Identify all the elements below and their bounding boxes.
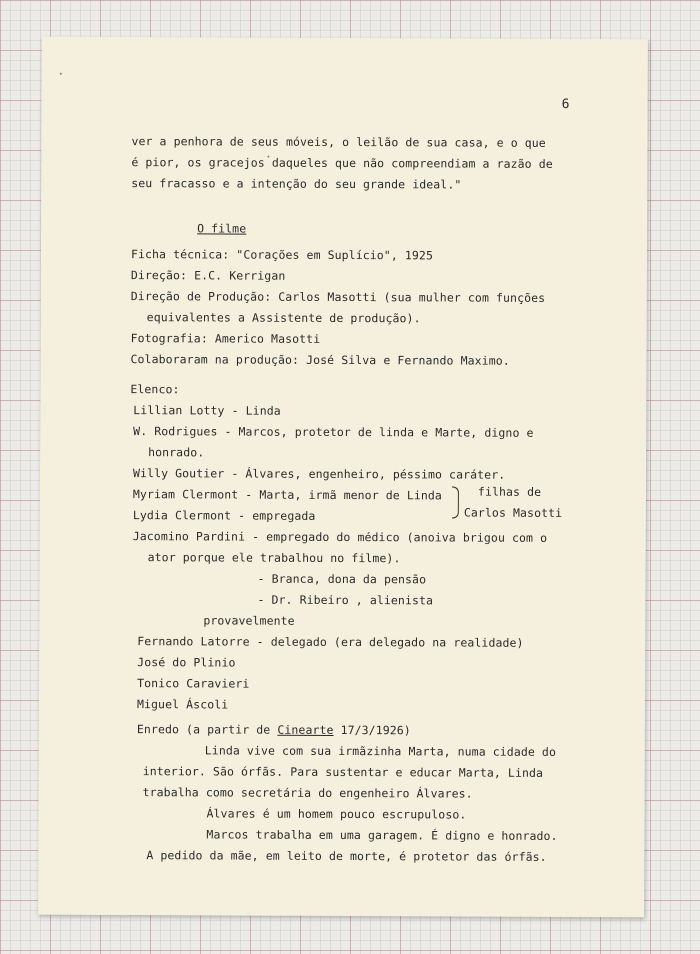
intro-line: seu fracasso e a intenção do seu grande ideal." — [131, 176, 462, 192]
paper-stain — [60, 73, 62, 75]
enredo-source: Cinearte — [277, 722, 334, 737]
section-title: O filme — [197, 221, 247, 236]
enredo-prefix: Enredo (a partir de — [136, 722, 278, 737]
cast-line: Lillian Lotty - Linda — [133, 403, 281, 418]
credit-colaboraram: Colaboraram na produção: José Silva e Fernando Maximo. — [130, 352, 510, 368]
bracket — [452, 486, 459, 518]
cast-line: W. Rodrigues - Marcos, protetor de linda e Marte, digno e — [133, 424, 534, 440]
document-page — [38, 37, 648, 918]
cast-line: - Branca, dona da pensão — [257, 571, 427, 587]
plot-line: trabalha como secretária do engenheiro Álvares. — [142, 785, 473, 801]
cast-line: Fernando Latorre - delegado (era delegado na realidade) — [137, 634, 524, 650]
enredo-suffix: 17/3/1926) — [333, 722, 411, 738]
cast-line: Jacomino Pardini - empregado do médico (anoiva brigou com o — [132, 529, 548, 545]
plot-line: Marcos trabalha em uma garagem. É digno e honrado. — [206, 827, 558, 843]
cast-line: Tonico Caravieri — [137, 676, 250, 691]
enredo-heading — [137, 722, 411, 737]
cast-line: honrado. — [148, 445, 205, 460]
intro-line: ver a penhora de seus móveis, o leilão de sua casa, e o que — [131, 134, 546, 150]
page-number: 6 — [561, 96, 570, 112]
cast-line: Lydia Clermont - empregada — [132, 508, 316, 523]
cast-line: Myriam Clermont - Marta, irmã menor de Linda — [132, 487, 442, 503]
plot-line: Linda vive com sua irmãzinha Marta, numa cidade do — [204, 743, 557, 759]
cast-line: provavelmente — [203, 613, 295, 628]
plot-line: A pedido da mãe, em leito de morte, é protetor das órfãs. — [146, 848, 547, 864]
cast-line: José do Plinio — [137, 655, 236, 670]
cast-line: Willy Goutier - Álvares, engenheiro, péssimo caráter. — [132, 466, 506, 482]
plot-line: interior. São órfãs. Para sustentar e educar Marta, Linda — [142, 764, 544, 780]
credit-producao-cont: equivalentes a Assistente de produção). — [146, 310, 421, 326]
elenco-title: Elenco: — [130, 382, 180, 397]
cast-line: ator porque ele trabalhou no filme). — [147, 550, 401, 566]
filhas-note: Carlos Masotti — [463, 505, 563, 520]
intro-line: é pior, os gracejos daqueles que não compreendiam a razão de — [131, 155, 553, 171]
filhas-note: filhas de — [477, 484, 542, 499]
credit-direcao: Direção: E.C. Kerrigan — [130, 268, 286, 283]
plot-line: Álvares é um homem pouco escrupuloso. — [206, 806, 467, 822]
credit-producao: Direção de Produção: Carlos Masotti (sua mulher com funções — [130, 289, 546, 305]
credit-fotografia: Fotografia: Americo Masotti — [130, 331, 321, 346]
cast-line: Miguel Áscoli — [136, 697, 229, 712]
cast-line: - Dr. Ribeiro , alienista — [257, 592, 434, 608]
credit-ficha-tecnica: Ficha técnica: "Corações em Suplício", 1925 — [130, 247, 434, 263]
